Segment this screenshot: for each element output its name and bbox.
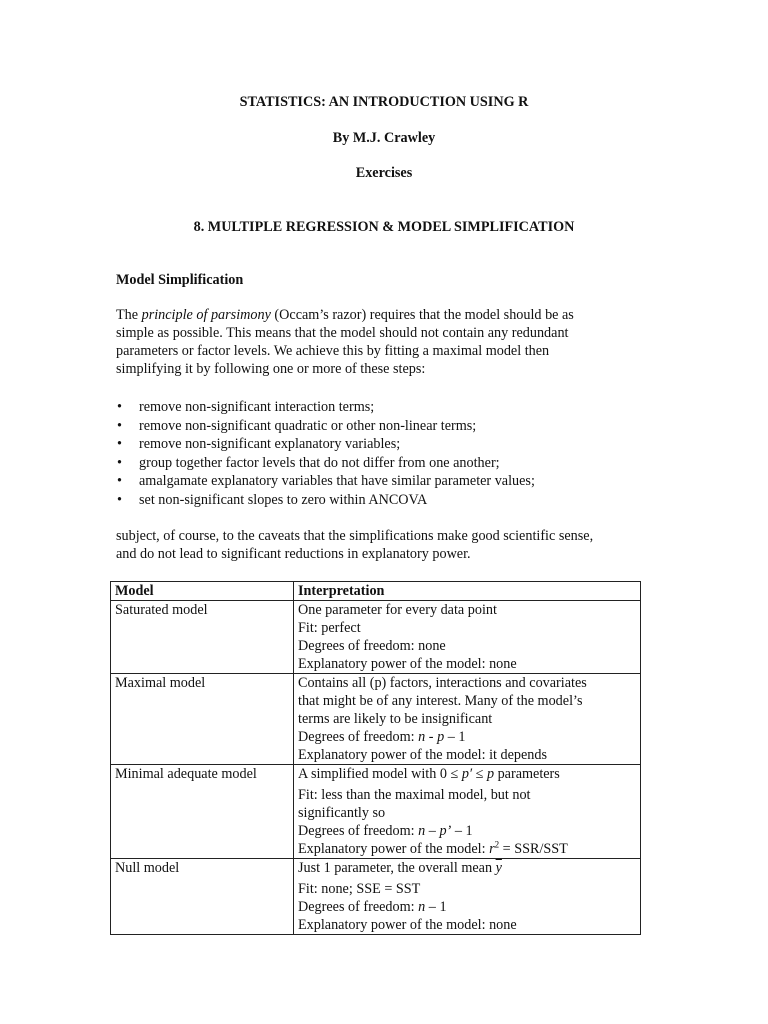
- model-interpretation-table: [110, 581, 641, 935]
- intro-line-2: simple as possible. This means that the model should not contain any redundant: [116, 325, 569, 341]
- column-header-model: Model: [111, 582, 294, 601]
- bullet-icon: •: [117, 399, 122, 415]
- caveat-line-2: and do not lead to significant reductions in explanatory power.: [116, 546, 471, 562]
- model-name-cell: Null model: [111, 859, 294, 935]
- table-row: [111, 765, 641, 859]
- y-bar-symbol: $\overline{y}$: [495, 860, 502, 876]
- interpretation-cell: Just 1 parameter, the overall mean $\overline{y}$ Fit: none; SSE = SST Degrees of freedom: n – 1 Explanatory power of the model: none: [294, 859, 641, 935]
- bullet-icon: •: [117, 491, 122, 508]
- interpretation-cell: One parameter for every data point Fit: perfect Degrees of freedom: none Explanatory power of the model: none: [294, 601, 641, 674]
- list-item: • amalgamate explanatory variables that have similar parameter values;: [117, 473, 535, 490]
- list-item: • set non-significant slopes to zero within ANCOVA: [117, 491, 428, 508]
- bullet-icon: •: [117, 417, 122, 434]
- model-name-cell: Minimal adequate model: [111, 765, 294, 859]
- list-item: • remove non-significant interaction terms;: [117, 399, 375, 415]
- bullet-icon: •: [117, 473, 122, 490]
- chapter-title: 8. MULTIPLE REGRESSION & MODEL SIMPLIFICATION: [193, 219, 575, 235]
- author-line: By M.J. Crawley: [332, 130, 436, 146]
- model-name-cell: Saturated model: [111, 601, 294, 674]
- interpretation-cell: A simplified model with 0 ≤ p′ ≤ p parameters Fit: less than the maximal model, but not significantly so Degrees of freedom: n – p’ – 1 Explanatory power of the model: $r^2 = SSR/SST$: [294, 765, 641, 859]
- bullet-icon: •: [117, 454, 122, 471]
- list-item: • remove non-significant quadratic or other non-linear terms;: [117, 417, 477, 434]
- caveat-line-1: subject, of course, to the caveats that the simplifications make good scientific sense,: [116, 528, 594, 544]
- simplification-steps-list: [116, 398, 535, 510]
- intro-paragraph: [116, 306, 656, 378]
- intro-line-3: parameters or factor levels. We achieve this by fitting a maximal model then: [116, 343, 550, 359]
- principle-term: principle of parsimony: [141, 307, 271, 323]
- caveat-paragraph: [116, 527, 656, 563]
- intro-line-1: The principle of parsimony (Occam’s razor) requires that the model should be as: [116, 307, 574, 323]
- list-item: • remove non-significant explanatory variables;: [117, 436, 401, 453]
- table-row: [111, 601, 641, 674]
- bullet-icon: •: [117, 436, 122, 453]
- model-name-cell: Maximal model: [111, 674, 294, 765]
- column-header-interpretation: Interpretation: [294, 582, 641, 601]
- table-header-row: [111, 582, 641, 601]
- table-row: [111, 674, 641, 765]
- intro-line-4: simplifying it by following one or more of these steps:: [116, 361, 426, 377]
- interpretation-cell: Contains all (p) factors, interactions and covariates that might be of any interest. Many of the model’s terms are likely to be insignificant Degrees of freedom: n - p – 1 Explanatory power of the model: it depends: [294, 674, 641, 765]
- book-title: STATISTICS: AN INTRODUCTION USING R: [239, 94, 529, 110]
- section-heading: Model Simplification: [116, 272, 244, 288]
- subtitle: Exercises: [355, 165, 413, 181]
- table-row: [111, 859, 641, 935]
- list-item: • group together factor levels that do not differ from one another;: [117, 454, 500, 471]
